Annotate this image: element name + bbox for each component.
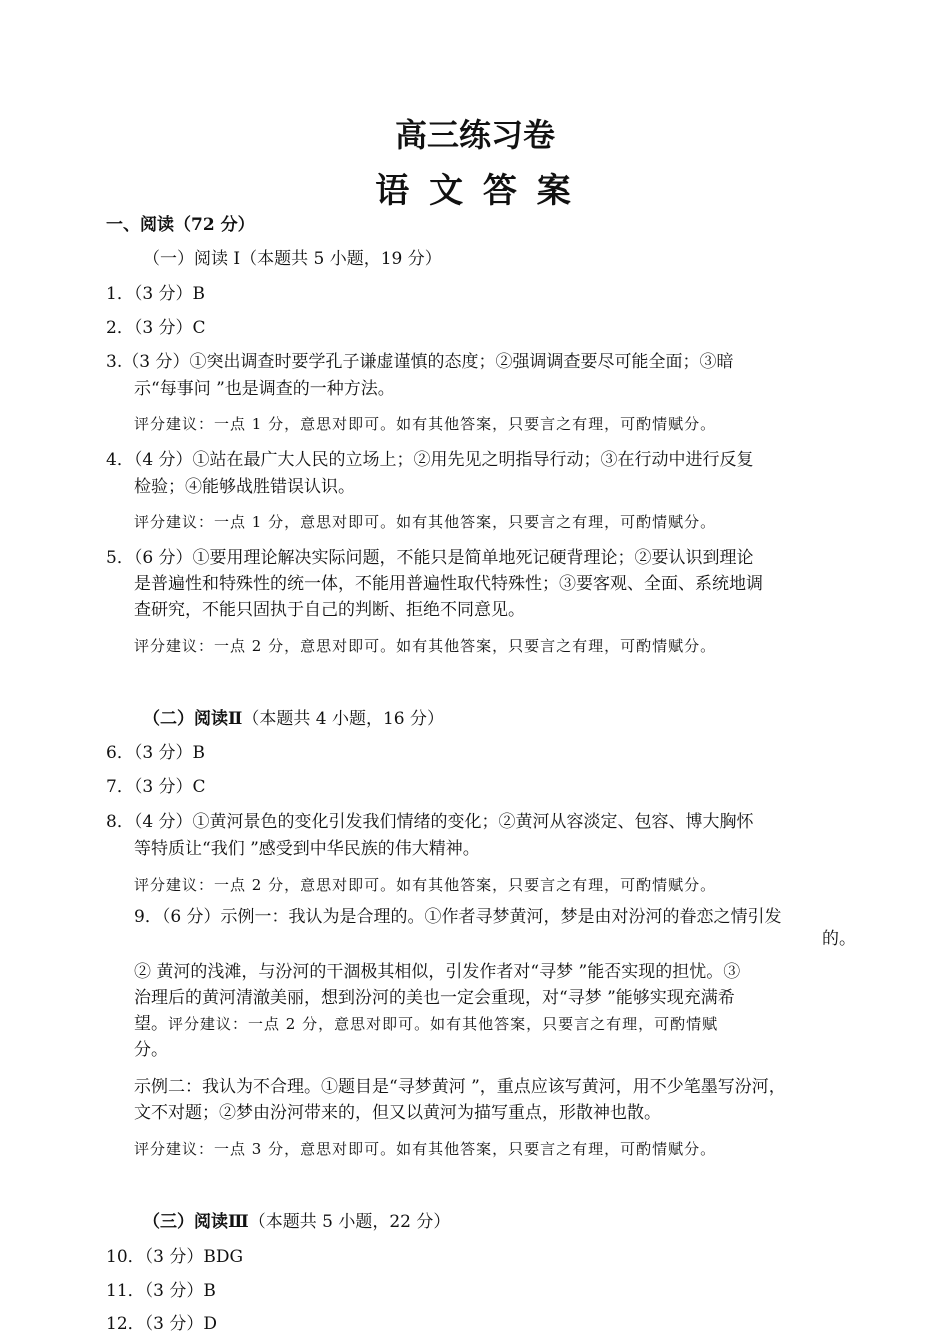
answer-q9-example2-line1: 示例二：我认为不合理。①题目是“寻梦黄河 ”，重点应该写黄河，用不少笔墨写汾河，: [134, 1077, 786, 1097]
section-heading-reading: 一、阅读（72 分）: [106, 215, 255, 235]
answer-q4-line2: 检验；④能够战胜错误认识。: [134, 477, 355, 497]
answer-q9-example2-line2: 文不对题；②梦由汾河带来的，但又以黄河为描写重点，形散神也散。: [134, 1103, 661, 1123]
part1-heading: （一）阅读 Ⅰ（本题共 5 小题，19 分）: [143, 249, 442, 269]
part2-heading: [143, 707, 444, 732]
answer-q8-line2: 等特质让“我们 ”感受到中华民族的伟大精神。: [134, 839, 480, 859]
answer-q5-line2: 是普遍性和特殊性的统一体，不能用普遍性取代特殊性；③要客观、全面、系统地调: [134, 574, 763, 594]
answer-q9-para2-line2: 治理后的黄河清澈美丽，想到汾河的美也一定会重现，对“寻梦 ”能够实现充满希: [134, 988, 735, 1008]
answer-q7: 7．（3 分）C: [106, 777, 206, 797]
scoring-note-q3: 评分建议：一点 1 分，意思对即可。如有其他答案，只要言之有理，可酌情赋分。: [134, 415, 717, 433]
answer-q4-line1: 4．（4 分）①站在最广大人民的立场上；②用先见之明指导行动；③在行动中进行反复: [106, 450, 754, 470]
answer-q9-line1: 9．（6 分）示例一：我认为是合理的。①作者寻梦黄河，梦是由对汾河的眷恋之情引发: [134, 907, 782, 927]
answer-q9-para2-line4: 分。: [134, 1040, 168, 1060]
answer-q3-line2: 示“每事问 ”也是调查的一种方法。: [134, 379, 395, 399]
answer-q12: 12．（3 分）D: [106, 1314, 217, 1334]
answer-q9-para2-line3: [134, 1012, 718, 1037]
answer-q11: 11．（3 分）B: [106, 1281, 216, 1301]
scoring-note-q4: 评分建议：一点 1 分，意思对即可。如有其他答案，只要言之有理，可酌情赋分。: [134, 513, 717, 531]
scoring-note-q8: 评分建议：一点 2 分，意思对即可。如有其他答案，只要言之有理，可酌情赋分。: [134, 876, 717, 894]
answer-q3-line1: 3.（3 分）①突出调查时要学孔子谦虚谨慎的态度；②强调调查要尽可能全面；③暗: [106, 352, 734, 372]
page-subtitle: 语 文 答 案: [375, 171, 575, 211]
part2-heading-label: （二）阅读Ⅱ: [143, 709, 243, 729]
part2-heading-detail: （本题共 4 小题，16 分）: [242, 709, 444, 729]
part3-heading-detail: （本题共 5 小题，22 分）: [248, 1212, 451, 1232]
answer-q1: 1．（3 分）B: [106, 284, 206, 304]
answer-q9-para2-line1: ② 黄河的浅滩，与汾河的干涸极其相似，引发作者对“寻梦 ”能否实现的担忧。③: [134, 962, 741, 982]
part3-heading: [143, 1210, 450, 1235]
answer-q9-line1-tail: 的。: [822, 929, 856, 949]
scoring-note-q5: 评分建议：一点 2 分，意思对即可。如有其他答案，只要言之有理，可酌情赋分。: [134, 637, 717, 655]
answer-q2: 2．（3 分）C: [106, 318, 206, 338]
answer-q10: 10．（3 分）BDG: [106, 1247, 244, 1267]
page-title: 高三练习卷: [394, 116, 555, 154]
answer-q8-line1: 8．（4 分）①黄河景色的变化引发我们情绪的变化；②黄河从容淡定、包容、博大胸怀: [106, 812, 754, 832]
answer-q5-line3: 查研究，不能只固执于自己的判断、拒绝不同意见。: [134, 600, 525, 620]
answer-q5-line1: 5．（6 分）①要用理论解决实际问题，不能只是简单地死记硬背理论；②要认识到理论: [106, 548, 754, 568]
scoring-note-q9: 评分建议：一点 3 分，意思对即可。如有其他答案，只要言之有理，可酌情赋分。: [134, 1140, 717, 1158]
part3-heading-label: （三）阅读Ⅲ: [143, 1212, 249, 1232]
answer-q6: 6．（3 分）B: [106, 743, 206, 763]
answer-q9-para2-line3-text: 望。: [134, 1014, 168, 1034]
answer-q9-intro: [134, 906, 856, 950]
scoring-note-q9-inline: 评分建议：一点 2 分，意思对即可。如有其他答案，只要言之有理，可酌情赋: [168, 1015, 719, 1033]
